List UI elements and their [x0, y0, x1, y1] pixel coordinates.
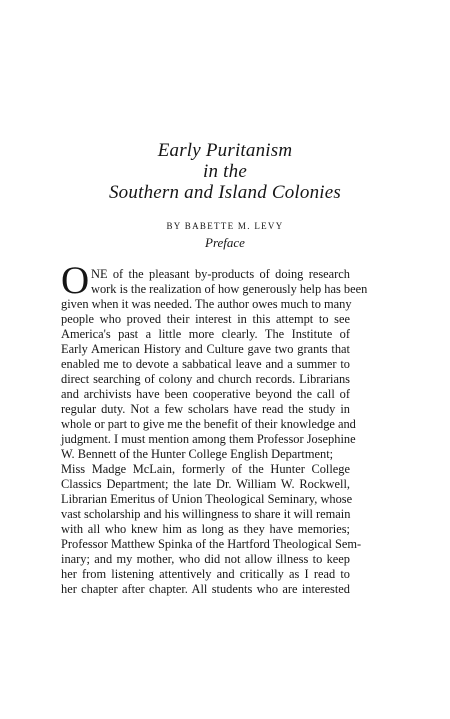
body-line-3: given when it was needed. The author owes much to many [61, 297, 352, 311]
body-line-13: W. Bennett of the Hunter College English Department; [61, 447, 334, 461]
body-line-5: America's past a little more clearly. The Institute of [61, 327, 350, 341]
body-line-22: her chapter after chapter. All students who are interested [61, 582, 350, 596]
body-line-12: judgment. I must mention among them Professor Josephine [61, 432, 356, 446]
body-line-15: Classics Department; the late Dr. William W. Rockwell, [61, 477, 350, 491]
body-line-17: vast scholarship and his willingness to share it will remain [61, 507, 351, 521]
body-line-11: whole or part to give me the benefit of their knowledge and [61, 417, 356, 431]
body-line-10: regular duty. Not a few scholars have read the study in [61, 402, 350, 416]
body-line-14: Miss Madge McLain, formerly of the Hunter College [61, 462, 350, 476]
drop-cap: O [61, 259, 90, 302]
body-line-20: inary; and my mother, who did not allow illness to keep [61, 552, 350, 566]
body-line-9: and archivists have been cooperative beyond the call of [61, 387, 350, 401]
title-line-3: Southern and Island Colonies [108, 182, 341, 203]
author-byline: BY BABETTE M. LEVY [166, 221, 284, 231]
body-line-2: work is the realization of how generously help has been [91, 282, 368, 296]
body-line-16: Librarian Emeritus of Union Theological Seminary, whose [61, 492, 353, 506]
section-heading: Preface [205, 235, 245, 250]
body-line-19: Professor Matthew Spinka of the Hartford Theological Sem- [61, 537, 362, 551]
title-line-2: in the [203, 161, 247, 182]
body-line-6: Early American History and Culture gave two grants that [61, 342, 350, 356]
body-line-18: with all who knew him as long as they have memories; [61, 522, 350, 536]
body-line-4: people who proved their interest in this attempt to see [61, 312, 350, 326]
body-line-1: NE of the pleasant by-products of doing research [91, 267, 350, 281]
body-line-8: direct searching of colony and church records. Librarians [61, 372, 350, 386]
body-line-21: her from listening attentively and critically as I read to [61, 567, 350, 581]
body-line-7: enabled me to devote a sabbatical leave and a summer to [61, 357, 350, 371]
title-line-1: Early Puritanism [157, 140, 293, 161]
